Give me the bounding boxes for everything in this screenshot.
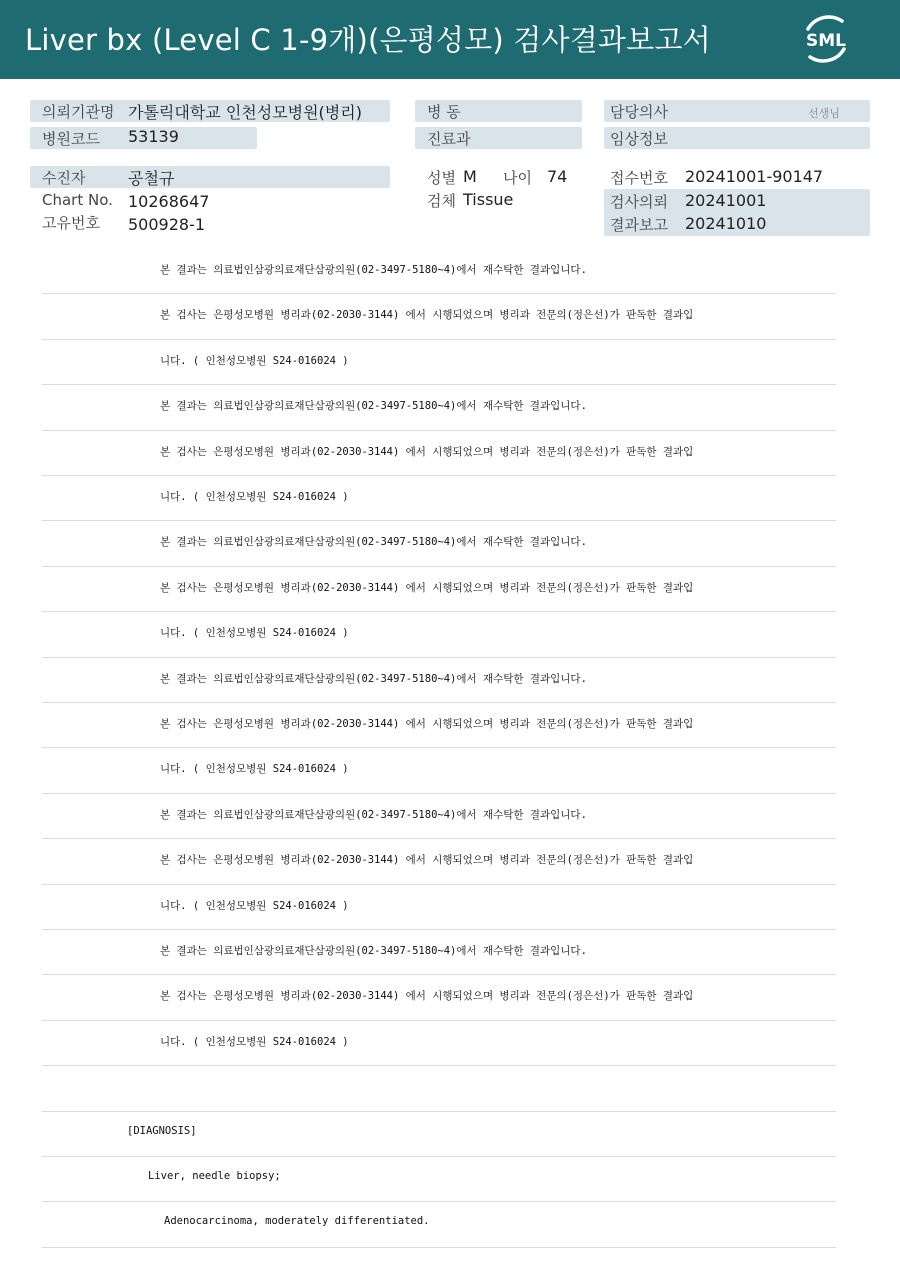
report-line: 본 검사는 은평성모병원 병리과(02-2030-3144) 에서 시행되었으며 병리과 전문의(정은선)가 판독한 결과입 (42, 431, 836, 476)
specimen-label: 검체 (427, 192, 456, 210)
report-line: 본 검사는 은평성모병원 병리과(02-2030-3144) 에서 시행되었으며 병리과 전문의(정은선)가 판독한 결과입 (42, 839, 836, 884)
report-line: 본 검사는 은평성모병원 병리과(02-2030-3144) 에서 시행되었으며 병리과 전문의(정은선)가 판독한 결과입 (42, 567, 836, 612)
patient-label: 수진자 (42, 169, 86, 187)
institution-label: 의뢰기관명 (42, 103, 115, 121)
department-label: 진료과 (427, 130, 471, 148)
diagnosis-heading: [DIAGNOSIS] (42, 1112, 836, 1157)
specimen-value: Tissue (463, 190, 514, 209)
request-date-label: 검사의뢰 (610, 193, 668, 211)
report-date-value: 20241010 (685, 214, 767, 233)
clinical-info-label: 임상정보 (610, 130, 668, 148)
sex-value: M (463, 167, 477, 186)
unique-no-label: 고유번호 (42, 214, 100, 232)
report-line (42, 1066, 836, 1111)
hospital-code-label: 병원코드 (42, 130, 100, 148)
report-date-label: 결과보고 (610, 216, 668, 234)
chart-no-value: 10268647 (128, 192, 210, 211)
doctor-label: 담당의사 (610, 103, 668, 121)
report-line: 니다. ( 인천성모병원 S24-016024 ) (42, 476, 836, 521)
report-header (0, 0, 900, 79)
request-date-value: 20241001 (685, 191, 767, 210)
report-line: 니다. ( 인천성모병원 S24-016024 ) (42, 340, 836, 385)
diagnosis-result: Adenocarcinoma, moderately differentiated. (42, 1202, 836, 1247)
ward-label: 병 동 (427, 103, 461, 121)
report-line: 니다. ( 인천성모병원 S24-016024 ) (42, 612, 836, 657)
report-line: 본 결과는 의료법인삼광의료재단삼광의원(02-3497-5180~4)에서 재수탁한 결과입니다. (42, 658, 836, 703)
report-title: Liver bx (Level C 1-9개)(은평성모) 검사결과보고서 (25, 23, 711, 57)
report-line: 니다. ( 인천성모병원 S24-016024 ) (42, 885, 836, 930)
age-label: 나이 (503, 169, 532, 187)
patient-value: 공철규 (128, 169, 175, 188)
diagnosis-site: Liver, needle biopsy; (42, 1157, 836, 1202)
svg-text:SML: SML (806, 31, 846, 51)
doctor-suffix: 선생님 (808, 107, 840, 120)
receipt-value: 20241001-90147 (685, 167, 824, 186)
sex-label: 성별 (427, 169, 456, 187)
report-line: 니다. ( 인천성모병원 S24-016024 ) (42, 748, 836, 793)
report-line: 본 결과는 의료법인삼광의료재단삼광의원(02-3497-5180~4)에서 재수탁한 결과입니다. (42, 385, 836, 430)
report-line: 본 검사는 은평성모병원 병리과(02-2030-3144) 에서 시행되었으며 병리과 전문의(정은선)가 판독한 결과입 (42, 294, 836, 339)
report-line: 본 결과는 의료법인삼광의료재단삼광의원(02-3497-5180~4)에서 재수탁한 결과입니다. (42, 794, 836, 839)
report-line: 본 결과는 의료법인삼광의료재단삼광의원(02-3497-5180~4)에서 재수탁한 결과입니다. (42, 930, 836, 975)
report-line: 본 검사는 은평성모병원 병리과(02-2030-3144) 에서 시행되었으며 병리과 전문의(정은선)가 판독한 결과입 (42, 703, 836, 748)
report-line: 본 결과는 의료법인삼광의료재단삼광의원(02-3497-5180~4)에서 재수탁한 결과입니다. (42, 521, 836, 566)
hospital-code-value: 53139 (128, 127, 179, 146)
receipt-label: 접수번호 (610, 169, 668, 187)
age-value: 74 (547, 167, 568, 186)
chart-no-label: Chart No. (42, 191, 113, 209)
report-line: 본 결과는 의료법인삼광의료재단삼광의원(02-3497-5180~4)에서 재수탁한 결과입니다. (42, 249, 836, 294)
report-line: 본 검사는 은평성모병원 병리과(02-2030-3144) 에서 시행되었으며 병리과 전문의(정은선)가 판독한 결과입 (42, 975, 836, 1020)
sml-logo (798, 11, 854, 67)
unique-no-value: 500928-1 (128, 215, 206, 234)
institution-value: 가톨릭대학교 인천성모병원(병리) (128, 103, 362, 122)
report-line: 니다. ( 인천성모병원 S24-016024 ) (42, 1021, 836, 1066)
